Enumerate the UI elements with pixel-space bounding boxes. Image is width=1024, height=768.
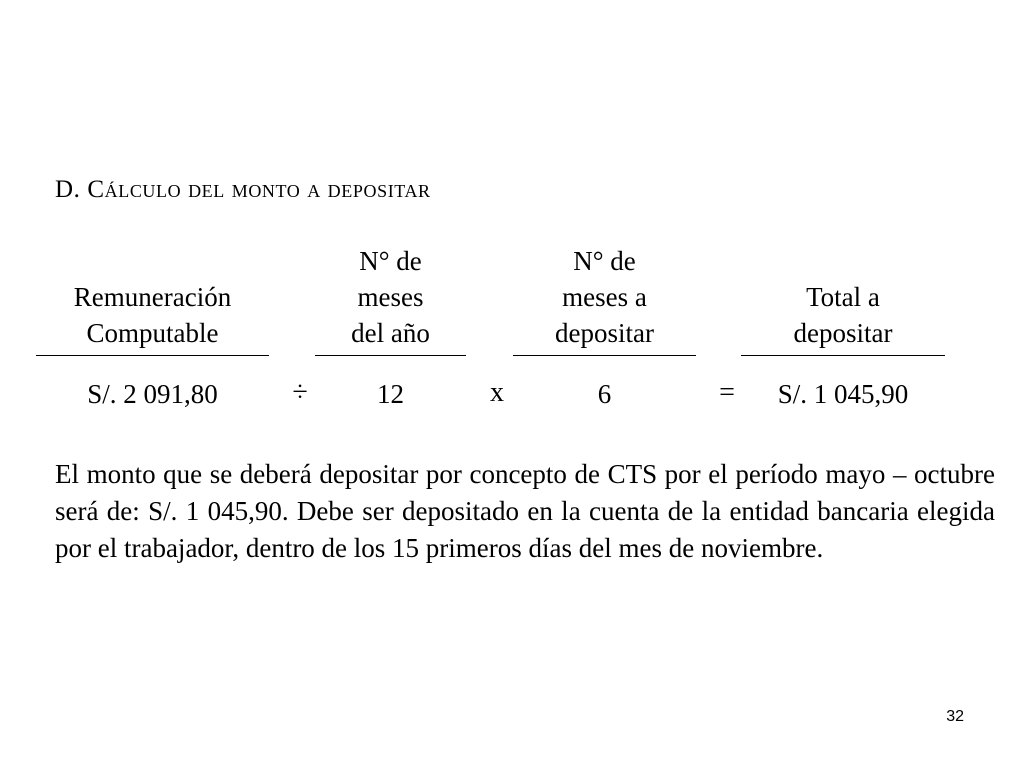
column-rule (513, 355, 696, 356)
column-meses-a-depositar (513, 243, 696, 412)
column-value: S/. 2 091,80 (87, 379, 218, 409)
column-value: 12 (377, 379, 404, 409)
column-remuneracion (36, 243, 269, 412)
column-header-line: Remuneración (73, 282, 232, 312)
column-header-line: Total a (806, 282, 880, 312)
section-heading: D. Cálculo del monto a depositar (55, 176, 431, 203)
column-header (513, 243, 696, 351)
column-header-line: N° de (359, 246, 422, 276)
column-value: S/. 1 045,90 (777, 379, 909, 409)
column-header-line: del año (351, 318, 430, 348)
column-total-a-depositar (741, 243, 945, 412)
multiply-operator: x (490, 377, 504, 408)
column-header (741, 243, 945, 351)
column-rule (741, 355, 945, 356)
column-header (315, 243, 466, 351)
column-header-line: depositar (793, 318, 893, 348)
column-header-line: meses (357, 282, 424, 312)
column-rule (36, 355, 269, 356)
equals-operator: = (719, 377, 735, 408)
column-header (36, 243, 269, 351)
explanation-paragraph: El monto que se deberá depositar por concepto de CTS por el período mayo – octubre será de: S/. 1 045,90. Debe ser depositado en la cuenta de la entidad bancaria elegida por el trabajador, dentro de los 15 primeros días del mes de noviembre. (55, 459, 995, 563)
divide-operator: ÷ (292, 377, 308, 408)
page-number: 32 (946, 708, 964, 725)
column-meses-del-ano (315, 243, 466, 412)
column-rule (315, 355, 466, 356)
column-header-line: meses a (562, 282, 647, 312)
column-header-line: N° de (573, 246, 636, 276)
column-header-line: Computable (86, 318, 219, 348)
column-value: 6 (597, 379, 612, 409)
column-header-line: depositar (555, 318, 654, 348)
